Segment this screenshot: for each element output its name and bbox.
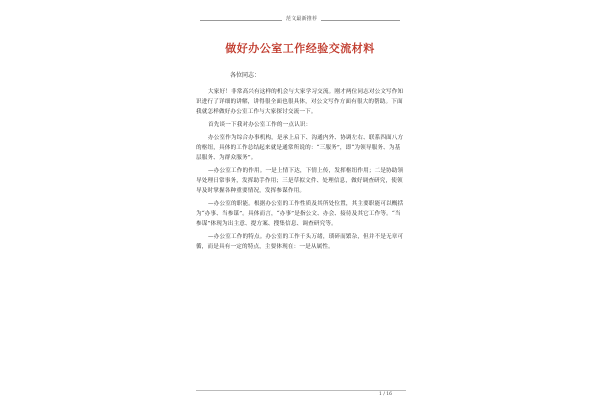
document-title: 做好办公室工作经验交流材料 xyxy=(225,42,375,55)
paragraph: —办公室工作的作用。一是上情下达，下情上传，发挥枢纽作用；二是协助领导处理日常事务，发挥助手作用；三是草拟文件、处理信息，做好调查研究，使领导及时掌握各种重要情况，发挥参谋作用。 xyxy=(196,168,404,194)
greeting: 各位同志： xyxy=(230,72,261,79)
paragraph: —办公室工作的特点。办公室的工作千头万绪，琐碎而繁杂，但并不是无章可循，而是具有一定的特点，主要体现在：一是从属性。 xyxy=(196,234,404,250)
paragraph: 首先谈一下我对办公室工作的一点认识： xyxy=(208,122,312,128)
footer-rule xyxy=(196,390,406,391)
paragraph: 大家好！非常高兴有这样的机会与大家学习交流。刚才两位同志对公文写作知识进行了详细的讲解，讲得很全面也很具体，对公文写作方面有很大的帮助。下面我就怎样做好办公室工作与大家探讨交流一下。 xyxy=(196,89,404,115)
header-label: 范文最新推荐 xyxy=(282,15,321,22)
paragraph: —办公室的职能。根据办公室的工作性质及其所处位置，其主要职能可以概括为“办事、当参谋”。具体而言，“办事”是指公文、办会、接待及其它工作等。“当参谋”体现为出主意、提方案、搜集信息、调查研究等。 xyxy=(196,201,404,227)
paragraph: 办公室作为综合办事机构，是承上启下、沟通内外、协调左右、联系四面八方的枢纽，具体的工作总结起来就是通常所说的：“三服务”，即“为领导服务、为基层服务、为群众服务”。 xyxy=(196,135,404,161)
document-body xyxy=(196,70,406,255)
page-number: 1 / 16 xyxy=(379,392,392,397)
